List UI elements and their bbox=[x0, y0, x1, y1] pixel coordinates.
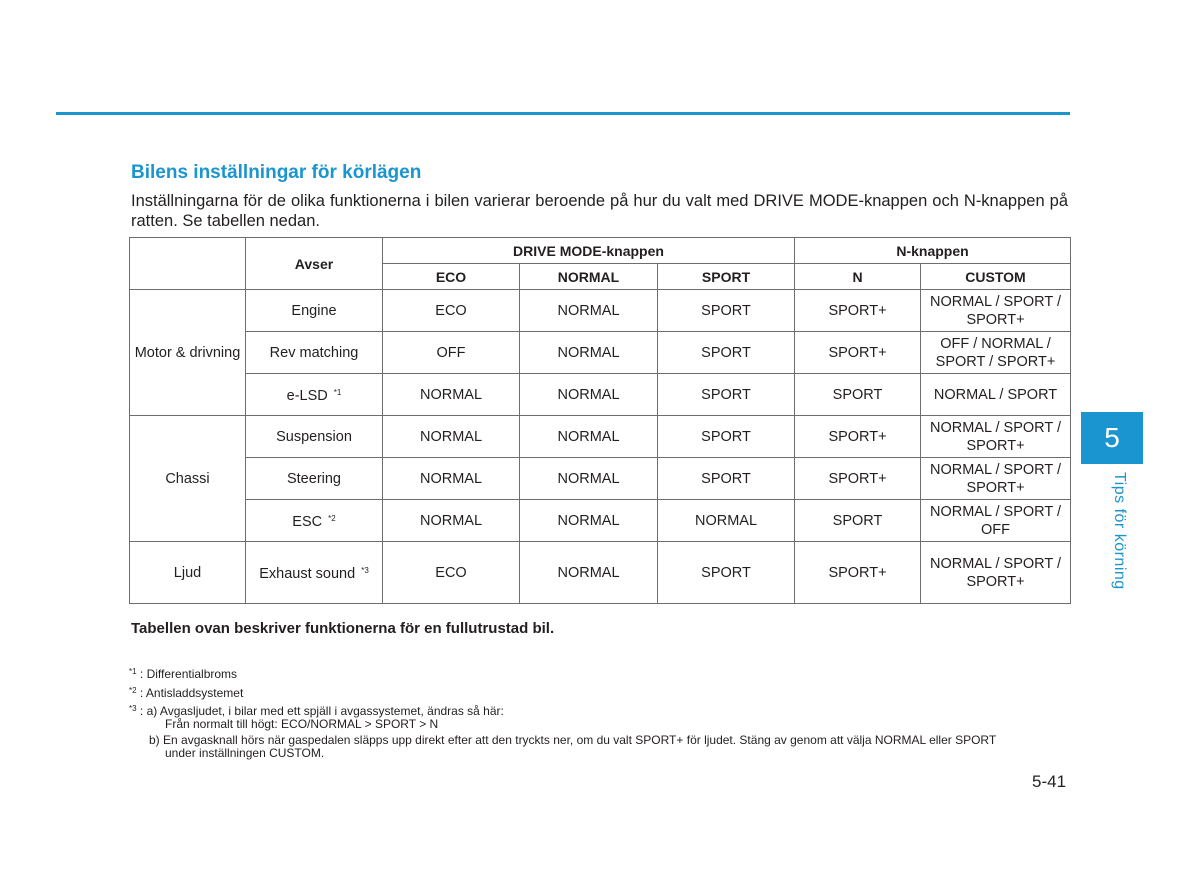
cell: NORMAL bbox=[520, 374, 658, 416]
cell: SPORT bbox=[658, 374, 795, 416]
header-mode-eco: ECO bbox=[383, 264, 520, 290]
item-label: ESC $^{*2}$ bbox=[246, 500, 383, 542]
header-n-button: N-knappen bbox=[795, 238, 1071, 264]
table-row bbox=[130, 542, 1071, 604]
cell: SPORT+ bbox=[795, 458, 921, 500]
cell: NORMAL bbox=[383, 416, 520, 458]
item-label: Rev matching bbox=[246, 332, 383, 374]
footnote-3b: b) En avgasknall hörs när gaspedalen släpps upp direkt efter att den tryckts ner, om du valt SPORT+ för ljudet. Stäng av genom att välja NORMAL eller SPORT under inställningen CUSTOM. bbox=[149, 733, 997, 760]
cell: SPORT bbox=[658, 458, 795, 500]
cell: NORMAL / SPORT / SPORT+ bbox=[921, 416, 1071, 458]
cell: SPORT bbox=[658, 542, 795, 604]
cell: NORMAL / SPORT / SPORT+ bbox=[921, 458, 1071, 500]
cell: NORMAL bbox=[383, 458, 520, 500]
cell: NORMAL bbox=[520, 500, 658, 542]
table-row bbox=[130, 500, 1071, 542]
header-mode-normal: NORMAL bbox=[520, 264, 658, 290]
item-label: e-LSD $^{*1}$ bbox=[246, 374, 383, 416]
drive-mode-table bbox=[129, 237, 1071, 604]
group-label: Motor & drivning bbox=[130, 290, 246, 416]
item-label: Steering bbox=[246, 458, 383, 500]
cell: OFF / NORMAL / SPORT / SPORT+ bbox=[921, 332, 1071, 374]
table-row bbox=[130, 458, 1071, 500]
table-row bbox=[130, 332, 1071, 374]
cell: SPORT bbox=[658, 332, 795, 374]
header-empty bbox=[130, 238, 246, 290]
cell: NORMAL bbox=[520, 290, 658, 332]
cell: NORMAL / SPORT / OFF bbox=[921, 500, 1071, 542]
cell: NORMAL bbox=[520, 458, 658, 500]
chapter-tab: 5 bbox=[1081, 412, 1143, 464]
cell: NORMAL / SPORT / SPORT+ bbox=[921, 542, 1071, 604]
cell: NORMAL / SPORT / SPORT+ bbox=[921, 290, 1071, 332]
section-title: Bilens inställningar för körlägen bbox=[131, 162, 422, 183]
cell: OFF bbox=[383, 332, 520, 374]
footnote-1: $^{*1}$ : Differentialbroms bbox=[129, 667, 238, 681]
item-label: Exhaust sound $^{*3}$ bbox=[246, 542, 383, 604]
cell: SPORT+ bbox=[795, 290, 921, 332]
table-note: Tabellen ovan beskriver funktionerna för en fullutrustad bil. bbox=[131, 620, 555, 637]
header-mode-n: N bbox=[795, 264, 921, 290]
cell: SPORT bbox=[795, 500, 921, 542]
cell: NORMAL bbox=[520, 542, 658, 604]
page-number: 5-41 bbox=[1032, 772, 1067, 791]
footnote-mark: *1 bbox=[333, 388, 342, 397]
table-row bbox=[130, 374, 1071, 416]
item-label: Suspension bbox=[246, 416, 383, 458]
cell: ECO bbox=[383, 290, 520, 332]
cell: SPORT+ bbox=[795, 332, 921, 374]
header-mode-custom: CUSTOM bbox=[921, 264, 1071, 290]
group-label: Ljud bbox=[130, 542, 246, 604]
cell: ECO bbox=[383, 542, 520, 604]
cell: NORMAL bbox=[383, 500, 520, 542]
cell: NORMAL bbox=[520, 332, 658, 374]
cell: SPORT bbox=[658, 290, 795, 332]
cell: NORMAL bbox=[383, 374, 520, 416]
cell: NORMAL bbox=[520, 416, 658, 458]
cell: NORMAL bbox=[658, 500, 795, 542]
footnote-3a: $^{*3}$ : a) Avgasljudet, i bilar med ett spjäll i avgassystemet, ändras så här: Från normalt till högt: ECO/NORMAL > SPORT > N bbox=[129, 704, 504, 731]
header-rule bbox=[56, 112, 1070, 115]
cell: SPORT+ bbox=[795, 416, 921, 458]
intro-paragraph: Inställningarna för de olika funktionerna i bilen varierar beroende på hur du valt med DRIVE MODE-knappen och N-knappen på ratten. Se tabellen nedan. bbox=[131, 192, 1068, 230]
header-avser: Avser bbox=[246, 238, 383, 290]
table-row bbox=[130, 290, 1071, 332]
footnote-2: $^{*2}$ : Antisladdsystemet bbox=[129, 686, 244, 700]
cell: SPORT+ bbox=[795, 542, 921, 604]
cell: SPORT bbox=[795, 374, 921, 416]
cell: NORMAL / SPORT bbox=[921, 374, 1071, 416]
header-drive-mode: DRIVE MODE-knappen bbox=[383, 238, 795, 264]
cell: SPORT bbox=[658, 416, 795, 458]
chapter-label: Tips för körning bbox=[1111, 472, 1128, 590]
group-label: Chassi bbox=[130, 416, 246, 542]
item-label: Engine bbox=[246, 290, 383, 332]
footnote-mark: *3 bbox=[361, 566, 369, 575]
footnote-mark: *2 bbox=[328, 514, 336, 523]
table-row bbox=[130, 416, 1071, 458]
header-mode-sport: SPORT bbox=[658, 264, 795, 290]
